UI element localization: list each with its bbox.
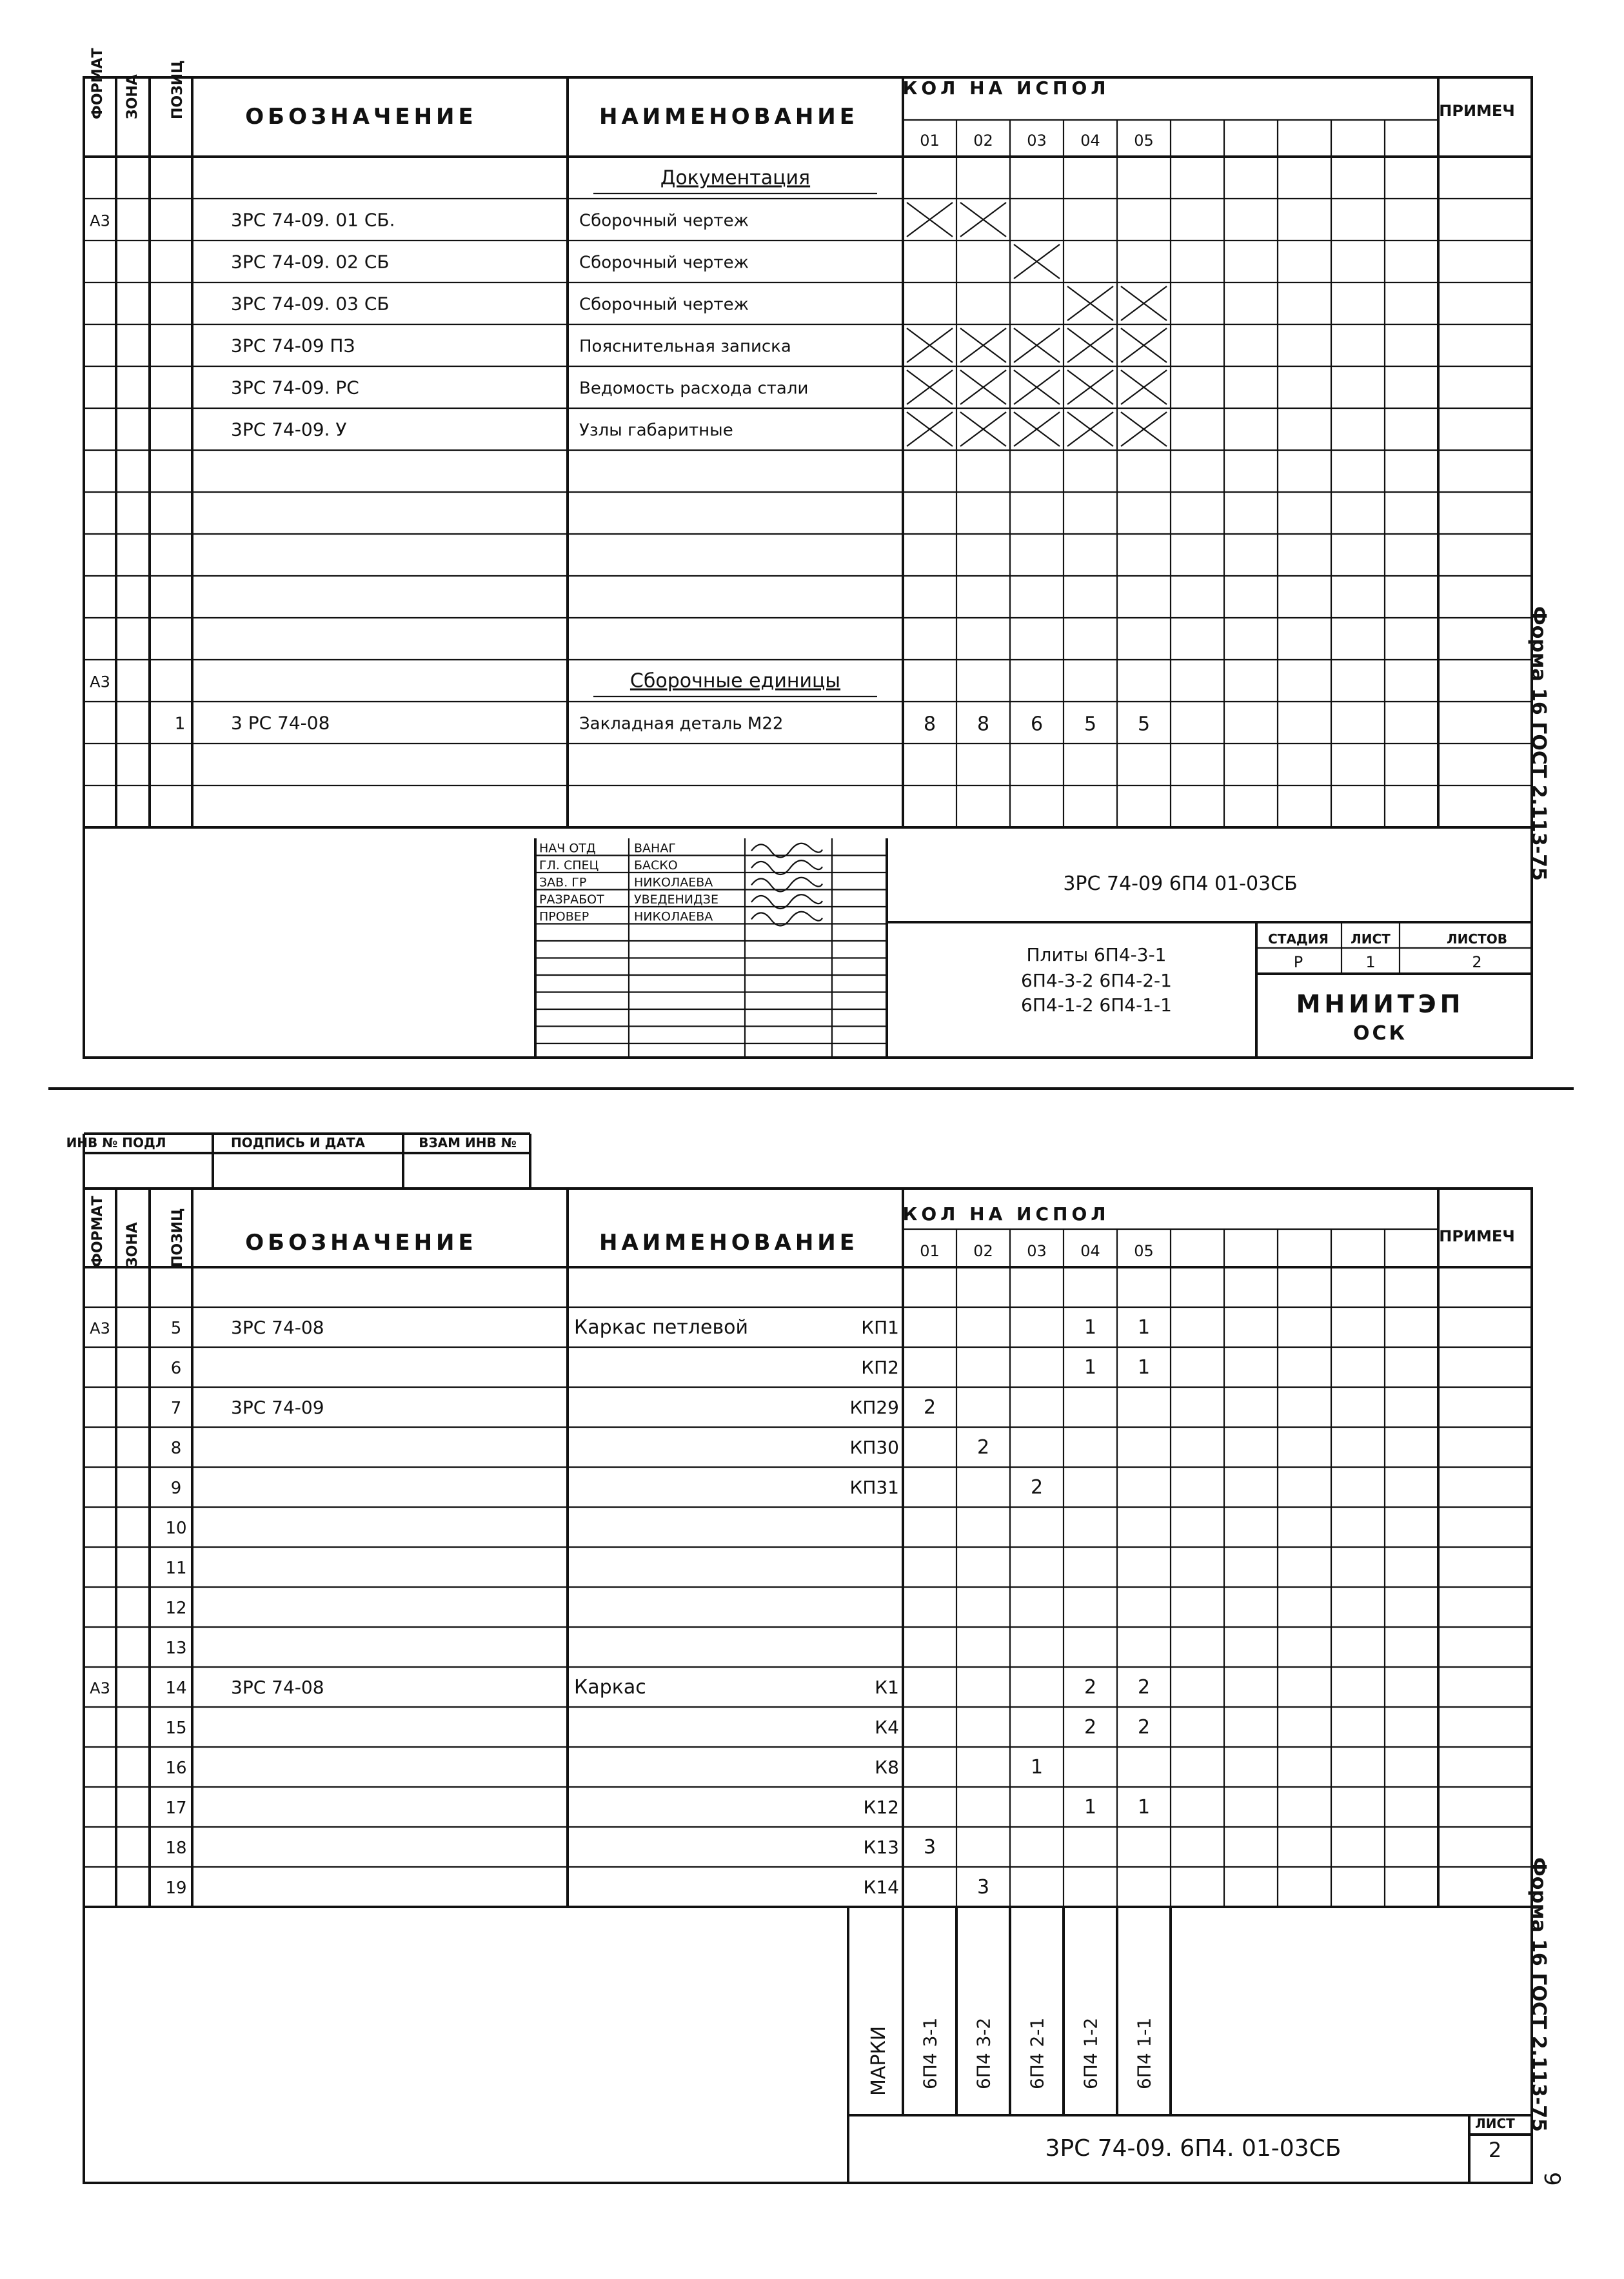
row-qty: 1 [1084, 1356, 1097, 1379]
table-row [90, 202, 1006, 237]
row-designation: 3РС 74-09. 03 СБ [231, 293, 390, 315]
row-name: Пояснительная записка [579, 337, 791, 357]
variant-header-01: 01 [920, 132, 940, 150]
sheet1-rows [90, 167, 1167, 736]
stamp-name: НИКОЛАЕВА [634, 875, 713, 890]
col-pos-header: ПОЗИЦ [170, 60, 186, 119]
table-row [165, 1716, 1150, 1739]
cross-mark [1121, 412, 1167, 446]
table-row [90, 1316, 1150, 1339]
table-row [165, 1599, 186, 1618]
row-designation: 3РС 74-09 [231, 1397, 324, 1418]
s2-col-zone-header: ЗОНА [124, 1222, 141, 1267]
row-qty: 2 [1084, 1716, 1097, 1739]
section-heading: Документация [660, 166, 811, 190]
stage-value: Р [1293, 953, 1303, 971]
sheet2-sheet-label: ЛИСТ [1475, 2116, 1515, 2131]
row-position: 14 [165, 1679, 187, 1698]
sheet1-title-line-3: 6П4-1-2 6П4-1-1 [1021, 994, 1172, 1016]
col-name-header: НАИМЕНОВАНИЕ [599, 104, 859, 130]
row-qty: 2 [1137, 1676, 1151, 1699]
row-position: 9 [170, 1479, 182, 1498]
row-designation: 3РС 74-08 [231, 1317, 324, 1338]
row-qty: 3 [923, 1836, 936, 1859]
marks-label: МАРКИ [867, 2026, 890, 2096]
cross-mark [960, 328, 1006, 362]
row-name: Каркас [574, 1676, 646, 1699]
row-mark: КП1 [861, 1317, 899, 1338]
row-position: 16 [165, 1759, 187, 1778]
variant-header-05: 05 [1134, 132, 1154, 150]
row-qty: 5 [1084, 713, 1097, 736]
row-qty: 5 [1137, 713, 1151, 736]
row-name: Закладная деталь М22 [579, 714, 784, 734]
table-row [171, 1436, 989, 1459]
sheet1-side-label: Форма 16 ГОСТ 2.113-75 [1527, 606, 1550, 881]
row-name: Сборочный чертеж [579, 211, 749, 231]
archive-vzam-inv: ВЗАМ ИНВ № [419, 1135, 517, 1150]
variant-header-01: 01 [920, 1242, 940, 1260]
col-zone-header: ЗОНА [124, 74, 141, 119]
table-row [165, 1519, 186, 1538]
stamp-role: ЗАВ. ГР [539, 875, 587, 890]
row-mark: КП2 [861, 1357, 899, 1378]
cross-mark [960, 202, 1006, 237]
cross-mark [1121, 370, 1167, 404]
cross-mark [1067, 328, 1113, 362]
stage-label: СТАДИЯ [1268, 931, 1329, 947]
row-name: Ведомость расхода стали [579, 379, 809, 399]
row-name: Каркас петлевой [574, 1316, 748, 1339]
row-mark: К1 [875, 1677, 899, 1698]
org-subdivision: ОСК [1352, 1022, 1408, 1045]
table-row [90, 670, 877, 697]
table-row [171, 1396, 936, 1419]
row-qty: 1 [1137, 1796, 1151, 1819]
col-note-header: ПРИМЕЧ [1439, 102, 1515, 120]
cross-mark [907, 202, 953, 237]
row-qty: 1 [1084, 1796, 1097, 1819]
variant-header-02: 02 [973, 132, 993, 150]
corner-page-number: 9 [1539, 2172, 1565, 2186]
marks-row [848, 1907, 1171, 2115]
table-row [171, 1356, 1150, 1379]
col-format-header: ФОРМАТ [90, 48, 106, 119]
row-position: 11 [165, 1559, 187, 1578]
row-designation: 3 РС 74-08 [231, 712, 330, 734]
sheet-2 [66, 1134, 1565, 2186]
org-name: МНИИТЭП [1296, 990, 1465, 1018]
row-designation: 3РС 74-09. У [231, 419, 347, 440]
row-mark: К14 [863, 1877, 899, 1898]
row-position: 6 [170, 1359, 182, 1378]
row-qty: 1 [1084, 1316, 1097, 1339]
row-qty: 1 [1137, 1356, 1151, 1379]
sheet1-doc-code: 3РС 74-09 6П4 01-03СБ [1063, 873, 1298, 895]
variant-header-02: 02 [973, 1242, 993, 1260]
row-position: 5 [170, 1319, 182, 1338]
cross-mark [1067, 412, 1113, 446]
cross-mark [907, 328, 953, 362]
mark-label: 6П4 1-1 [1133, 2017, 1155, 2089]
row-position: 15 [165, 1719, 187, 1738]
variant-header-04: 04 [1080, 132, 1100, 150]
archive-sign-date: ПОДПИСЬ И ДАТА [230, 1135, 366, 1150]
cross-mark [1014, 412, 1060, 446]
cross-mark [960, 412, 1006, 446]
row-qty: 8 [923, 713, 936, 736]
row-designation: 3РС 74-09 ПЗ [231, 335, 355, 357]
sheet1-title-line-2: 6П4-3-2 6П4-2-1 [1021, 970, 1172, 991]
stamp-role: РАЗРАБОТ [539, 893, 604, 907]
row-position: 7 [170, 1399, 182, 1418]
sheet1-stamp-people [539, 842, 822, 926]
row-designation: 3РС 74-09. 02 СБ [231, 251, 390, 273]
row-mark: К8 [875, 1757, 899, 1778]
sheets-value: 2 [1472, 953, 1482, 971]
cross-mark [907, 412, 953, 446]
sheet2-side-label: Форма 16 ГОСТ 2.113-75 [1527, 1857, 1550, 2132]
stamp-role: ПРОВЕР [539, 909, 589, 924]
row-mark: КП30 [849, 1437, 899, 1458]
table-row [165, 1756, 1043, 1779]
cross-mark [960, 370, 1006, 404]
table-row [165, 1559, 186, 1578]
mark-label: 6П4 2-1 [1026, 2017, 1048, 2089]
row-qty: 1 [1030, 1756, 1044, 1779]
s2-col-designation-header: ОБОЗНАЧЕНИЕ [245, 1230, 477, 1256]
row-format: А3 [90, 1319, 110, 1337]
mark-label: 6П4 3-1 [919, 2017, 941, 2089]
table-row [231, 244, 1060, 279]
variant-header-03: 03 [1027, 1242, 1047, 1260]
row-mark: К4 [875, 1717, 899, 1738]
row-mark: КП31 [849, 1477, 899, 1498]
cross-mark [1121, 286, 1167, 321]
table-row [231, 412, 1167, 446]
table-row [171, 1476, 1043, 1499]
s2-col-pos-header: ПОЗИЦ [170, 1208, 186, 1267]
table-row [593, 167, 877, 194]
variant-header-03: 03 [1027, 132, 1047, 150]
row-position: 13 [165, 1639, 187, 1658]
sheet2-doc-code: 3РС 74-09. 6П4. 01-03СБ [1045, 2135, 1342, 2162]
table-row [165, 1836, 936, 1859]
cross-mark [907, 370, 953, 404]
row-mark: КП29 [849, 1397, 899, 1418]
s2-col-note-header: ПРИМЕЧ [1439, 1227, 1515, 1245]
table-row [231, 370, 1167, 404]
stamp-name: НИКОЛАЕВА [634, 909, 713, 924]
row-position: 8 [170, 1439, 182, 1458]
mark-label: 6П4 1-2 [1080, 2017, 1102, 2089]
row-qty: 2 [923, 1396, 936, 1419]
cross-mark [1067, 286, 1113, 321]
row-position: 19 [165, 1879, 187, 1898]
row-format: А3 [90, 673, 110, 691]
cross-mark [1014, 328, 1060, 362]
row-position: 10 [165, 1519, 187, 1538]
s2-col-qty-header: КОЛ НА ИСПОЛ [902, 1203, 1110, 1225]
sheet1-title-line-1: Плиты 6П4-3-1 [1026, 944, 1167, 965]
table-row [165, 1639, 186, 1658]
s2-col-name-header: НАИМЕНОВАНИЕ [599, 1230, 859, 1256]
row-designation: 3РС 74-09. РС [231, 377, 359, 399]
row-position: 12 [165, 1599, 187, 1618]
row-name: Сборочный чертеж [579, 253, 749, 273]
cross-mark [1014, 244, 1060, 279]
cross-mark [1121, 328, 1167, 362]
section-heading: Сборочные единицы [629, 669, 841, 693]
variant-header-05: 05 [1134, 1242, 1154, 1260]
row-qty: 2 [1084, 1676, 1097, 1699]
row-qty: 2 [1030, 1476, 1044, 1499]
row-mark: К12 [863, 1797, 899, 1818]
row-qty: 2 [976, 1436, 990, 1459]
col-qty-header: КОЛ НА ИСПОЛ [902, 77, 1110, 99]
cross-mark [1067, 370, 1113, 404]
sheet1-variant-headers [920, 132, 1154, 150]
sheet2-variant-headers [920, 1242, 1154, 1260]
row-format: А3 [90, 1679, 110, 1697]
sheet-1 [84, 48, 1550, 1058]
archive-inv-podl: ИНВ № ПОДЛ [66, 1135, 166, 1150]
sheet-value: 1 [1365, 953, 1376, 971]
stamp-role: ГЛ. СПЕЦ [539, 858, 599, 873]
stamp-role: НАЧ ОТД [539, 841, 596, 856]
sheets-label: ЛИСТОВ [1447, 931, 1507, 947]
table-row [231, 286, 1167, 321]
row-position: 1 [174, 714, 186, 734]
col-designation-header: ОБОЗНАЧЕНИЕ [245, 104, 477, 130]
s2-col-format-header: ФОРМАТ [90, 1196, 106, 1267]
row-qty: 2 [1137, 1716, 1151, 1739]
row-position: 18 [165, 1839, 187, 1858]
sheet2-sheet-value: 2 [1488, 2138, 1502, 2162]
row-qty: 8 [976, 713, 990, 736]
row-designation: 3РС 74-09. 01 СБ. [231, 209, 395, 231]
sheet2-rows [90, 1316, 1150, 1899]
row-qty: 3 [976, 1876, 990, 1899]
row-mark: К13 [863, 1837, 899, 1858]
table-row [90, 1676, 1150, 1699]
table-row [175, 713, 1150, 736]
stamp-name: БАСКО [634, 858, 678, 873]
stamp-name: УВЕДЕНИДЗЕ [634, 893, 718, 907]
table-row [165, 1876, 989, 1899]
table-row [231, 328, 1167, 362]
mark-label: 6П4 3-2 [973, 2017, 995, 2089]
row-designation: 3РС 74-08 [231, 1677, 324, 1698]
row-name: Сборочный чертеж [579, 295, 749, 315]
row-qty: 6 [1030, 713, 1044, 736]
row-position: 17 [165, 1799, 187, 1818]
sheet-label: ЛИСТ [1351, 931, 1391, 947]
cross-mark [1014, 370, 1060, 404]
variant-header-04: 04 [1080, 1242, 1100, 1260]
row-name: Узлы габаритные [579, 420, 733, 440]
row-qty: 1 [1137, 1316, 1151, 1339]
table-row [165, 1796, 1150, 1819]
row-format: А3 [90, 212, 110, 230]
stamp-name: ВАНАГ [634, 841, 676, 856]
